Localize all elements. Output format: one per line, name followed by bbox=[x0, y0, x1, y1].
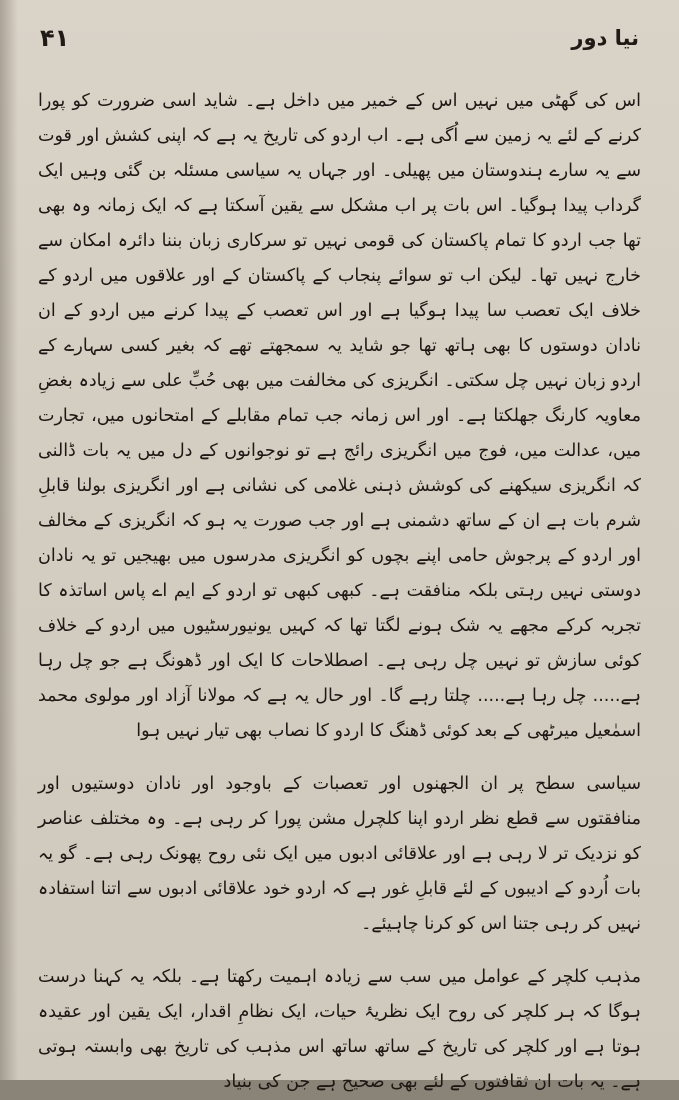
page-header bbox=[40, 24, 639, 64]
paragraph-2: سیاسی سطح پر ان الجھنوں اور تعصبات کے باوجود اور نادان دوستیوں اور منافقتوں سے قطع نظر اردو اپنا کلچرل مشن پورا کر رہی ہے۔ وہ مختلف عناصر کو نزدیک تر لا رہی ہے اور علاقائی ادبوں میں ایک نئی روح پھونک رہی ہے۔ گو یہ بات اُردو کے ادیبوں کے لئے قابلِ غور ہے کہ اردو خود علاقائی ادبوں سے اتنا استفادہ نہیں کر رہی جتنا اس کو کرنا چاہیئے۔ bbox=[38, 774, 641, 934]
body-text bbox=[38, 84, 641, 1100]
running-title: نیا دور bbox=[571, 26, 639, 50]
paragraph-1: اس کی گھٹی میں نہیں اس کے خمیر میں داخل ہے۔ شاید اسی ضرورت کو پورا کرنے کے لئے یہ زمین سے اُگی ہے۔ اب اردو کی تاریخ یہ ہے کہ اپنی کشش اور قوت سے یہ سارے ہندوستان میں پھیلی۔ اور جہاں یہ سیاسی مسئلہ بن گئی وہیں ایک گرداب پیدا ہوگیا۔ اس بات پر اب مشکل سے یقین آسکتا ہے کہ ایک زمانہ وہ بھی تھا جب اردو کا تمام پاکستان کی قومی نہیں تو سرکاری زبان بننا دائرہ امکان سے خارج نہیں تھا۔ لیکن اب تو سوائے پنجاب کے پاکستان کے اور علاقوں میں اردو کے خلاف ایک تعصب سا پیدا ہوگیا ہے اور اس تعصب کے پیدا کرنے میں اردو کے ان نادان دوستوں کا بھی ہاتھ تھا جو شاید یہ سمجھتے تھے کہ بغیر کسی سہارے کے اردو زبان نہیں چل سکتی۔ انگریزی کی مخالفت میں بھی حُبِّ علی سے زیادہ بغضِ معاویہ کارنگ جھلکتا ہے۔ اور اس زمانہ جب تمام مقابلے کے امتحانوں میں، تجارت میں، عدالت میں، فوج میں انگریزی رائج ہے تو نوجوانوں کے دل میں یہ بات ڈالنی کہ انگریزی سیکھنے کی کوشش ذہنی غلامی کی نشانی ہے اور انگریزی بولنا قابلِ شرم بات ہے ان کے ساتھ دشمنی ہے اور جب صورت یہ ہو کہ انگریزی کے مخالف اور اردو کے پرجوش حامی اپنے بچوں کو انگریزی مدرسوں میں بھیجیں تو یہ نادان دوستی نہیں رہتی بلکہ منافقت ہے۔ کبھی کبھی تو اردو کے ایم اے پاس اساتذہ کا تجربہ کرکے مجھے یہ شک ہونے لگتا تھا کہ کہیں یونیورسٹیوں میں اردو کے خلاف کوئی سازش تو نہیں چل رہی ہے۔ اصطلاحات کا ایک اور ڈھونگ ہے جو چل رہا ہے..... چل رہا ہے..... چلتا رہے گا۔ اور حال یہ ہے کہ مولانا آزاد اور مولوی محمد اسمٰعیل میرٹھی کے بعد کوئی ڈھنگ کا اردو کا نصاب بھی تیار نہیں ہوا bbox=[38, 91, 641, 741]
page-number: ۴۱ bbox=[40, 24, 70, 52]
page-gutter-shadow bbox=[0, 0, 18, 1080]
paragraph-3: مذہب کلچر کے عوامل میں سب سے زیادہ اہمیت رکھتا ہے۔ بلکہ یہ کہنا درست ہوگا کہ ہر کلچر کی روح ایک نظریۂ حیات، ایک نظامِ اقدار، ایک یقین اور عقیدہ ہوتا ہے اور کلچر کی تاریخ کے ساتھ ساتھ اس مذہب کی تاریخ بھی وابستہ ہوتی ہے۔ یہ بات ان ثقافتوں کے لئے بھی صحیح ہے جن کی بنیاد bbox=[38, 967, 641, 1092]
